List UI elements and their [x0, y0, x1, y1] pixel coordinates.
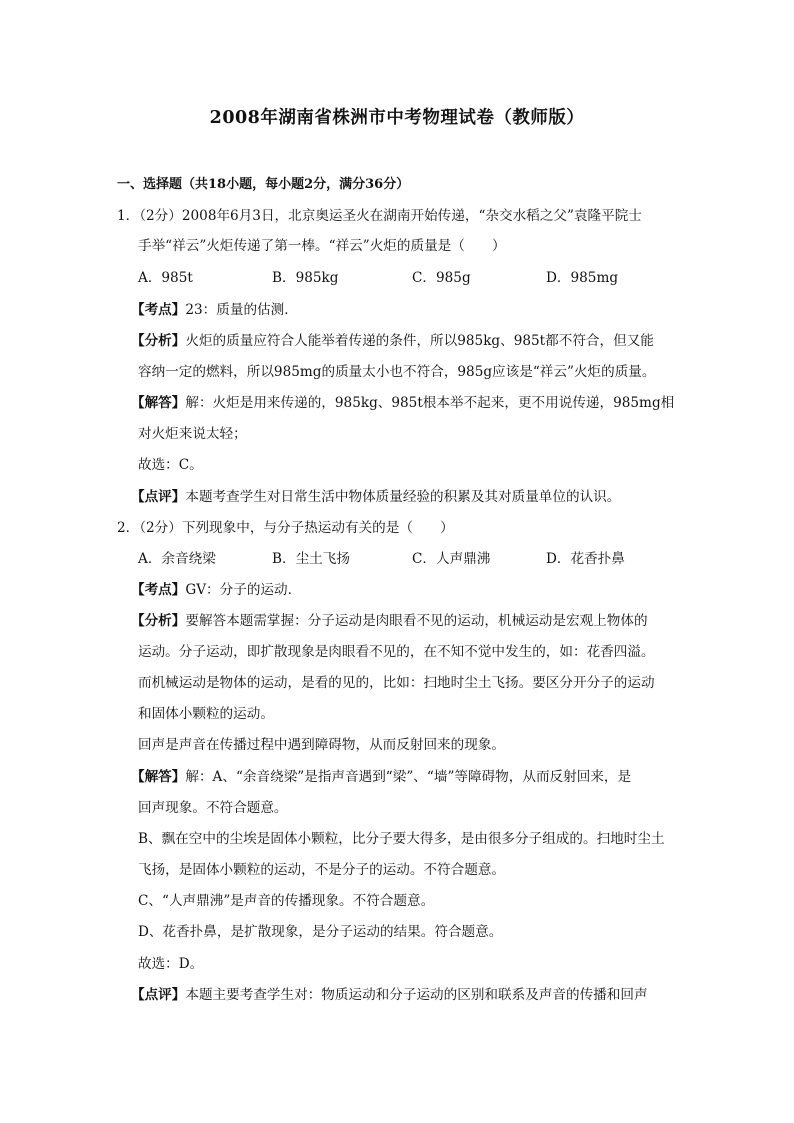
- q2-option-d: D．花香扑鼻: [546, 551, 625, 567]
- dianping-text: 本题主要考查学生对：物质运动和分子运动的区别和联系及声音的传播和回声: [185, 987, 648, 1003]
- kaodian-tag: 【考点】: [131, 582, 186, 598]
- q1-option-c: C．985g: [412, 270, 471, 286]
- jieda-tag: 【解答】: [131, 395, 186, 411]
- q1-dianping: [131, 487, 620, 507]
- q2-answer: 故选：D。: [138, 956, 204, 972]
- q2-option-b: B．尘土飞扬: [272, 551, 350, 567]
- kaodian-text: GV：分子的运动．: [185, 582, 302, 598]
- q1-stem-line1: 1．（2分）2008年6月3日，北京奥运圣火在湖南开始传递，“杂交水稻之父”袁隆平院士: [117, 208, 642, 224]
- q2-fenxi-line5: 回声是声音在传播过程中遇到障碍物，从而反射回来的现象。: [138, 737, 506, 753]
- jieda-text: 解：A、“余音绕梁”是指声音遇到“梁”、“墙”等障碍物，从而反射回来，是: [185, 769, 632, 785]
- q2-jieda-line2: 回声现象。不符合题意。: [138, 800, 288, 816]
- q1-stem-line2: 手举“祥云”火炬传递了第一棒。“祥云”火炬的质量是（ ）: [138, 238, 506, 254]
- q1-option-b: B．985kg: [272, 270, 339, 286]
- jieda-text: 解：火炬是用来传递的，985kg、985t根本举不起来，更不用说传递，985mg相: [185, 395, 675, 411]
- q1-fenxi-line1: [131, 331, 654, 351]
- dianping-text: 本题考查学生对日常生活中物体质量经验的积累及其对质量单位的认识。: [185, 489, 621, 505]
- q1-option-d: D．985mg: [546, 270, 619, 286]
- q2-option-a: A．余音绕梁: [138, 551, 216, 567]
- kaodian-text: 23：质量的估测．: [185, 302, 298, 318]
- q1-option-a: A．985t: [138, 270, 193, 286]
- q2-jieda-line1: [131, 767, 631, 787]
- dianping-tag: 【点评】: [131, 987, 186, 1003]
- fenxi-tag: 【分析】: [131, 333, 186, 349]
- q2-option-c: C．人声鼎沸: [412, 551, 491, 567]
- q1-answer: 故选：C。: [138, 457, 203, 473]
- fenxi-tag: 【分析】: [131, 613, 186, 629]
- q2-fenxi-line3: 而机械运动是物体的运动，是看的见的，比如：扫地时尘土飞扬。要区分开分子的运动: [138, 675, 655, 691]
- fenxi-text: 要解答本题需掌握：分子运动是肉眼看不见的运动，机械运动是宏观上物体的: [185, 613, 648, 629]
- q2-jieda-line4: 飞扬，是固体小颗粒的运动，不是分子的运动。不符合题意。: [138, 862, 506, 878]
- dianping-tag: 【点评】: [131, 489, 186, 505]
- q2-jieda-line3: B、飘在空中的尘埃是固体小颗粒，比分子要大得多，是由很多分子组成的。扫地时尘土: [138, 831, 665, 847]
- q2-fenxi-line4: 和固体小颗粒的运动。: [138, 706, 274, 722]
- q2-fenxi-line2: 运动。分子运动，即扩散现象是肉眼看不见的，在不知不觉中发生的，如：花香四溢。: [138, 644, 655, 660]
- section-heading: 一、选择题（共18小题，每小题2分，满分36分）: [117, 177, 410, 192]
- kaodian-tag: 【考点】: [131, 302, 186, 318]
- q2-kaodian: [131, 580, 301, 600]
- q1-kaodian: [131, 300, 298, 320]
- q2-jieda-line5: C、“人声鼎沸”是声音的传播现象。不符合题意。: [138, 893, 435, 909]
- q2-jieda-line6: D、花香扑鼻，是扩散现象，是分子运动的结果。符合题意。: [138, 924, 503, 940]
- jieda-tag: 【解答】: [131, 769, 186, 785]
- q1-jieda-line2: 对火炬来说太轻；: [138, 426, 247, 442]
- q2-stem-line1: 2．（2分）下列现象中，与分子热运动有关的是（ ）: [117, 520, 454, 536]
- fenxi-text: 火炬的质量应符合人能举着传递的条件，所以985kg、985t都不符合，但又能: [185, 333, 654, 349]
- page-title: 2008年湖南省株洲市中考物理试卷（教师版）: [209, 108, 585, 128]
- q1-jieda-line1: [131, 393, 674, 413]
- q2-fenxi-line1: [131, 611, 648, 631]
- q2-dianping: [131, 985, 648, 1005]
- q1-fenxi-line2: 容纳一定的燃料，所以985mg的质量太小也不符合，985g应该是“祥云”火炬的质量。: [138, 364, 656, 380]
